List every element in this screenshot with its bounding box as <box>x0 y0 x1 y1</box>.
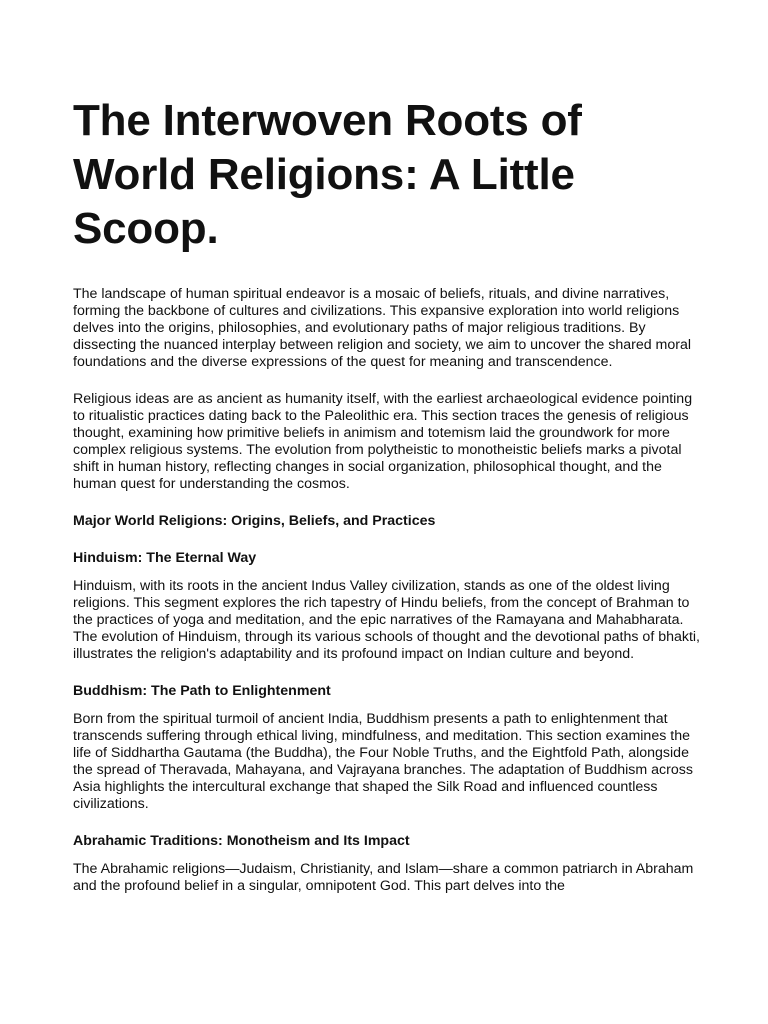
document-page <box>73 94 703 895</box>
section-heading-major-religions: Major World Religions: Origins, Beliefs, and Practices <box>73 513 436 529</box>
intro-paragraph: The landscape of human spiritual endeavor is a mosaic of beliefs, rituals, and divine narratives, forming the backbone of cultures and civilizations. This expansive exploration into world religions delves into the origins, philosophies, and evolutionary paths of major religious traditions. By dissecting the nuanced interplay between religion and society, we aim to uncover the shared moral foundations and the diverse expressions of the quest for meaning and transcendence. <box>73 286 692 370</box>
origins-paragraph: Religious ideas are as ancient as humanity itself, with the earliest archaeological evidence pointing to ritualistic practices dating back to the Paleolithic era. This section traces the genesis of religious thought, examining how primitive beliefs in animism and totemism laid the groundwork for more complex religious systems. The evolution from polytheistic to monotheistic beliefs marks a pivotal shift in human history, reflecting changes in social organization, philosophical thought, and the human quest for understanding the cosmos. <box>73 391 693 492</box>
abrahamic-paragraph: The Abrahamic religions—Judaism, Christianity, and Islam—share a common patriarch in Abraham and the profound belief in a singular, omnipotent God. This part delves into the <box>73 861 694 894</box>
abrahamic-heading: Abrahamic Traditions: Monotheism and Its Impact <box>73 833 410 849</box>
hinduism-paragraph: Hinduism, with its roots in the ancient Indus Valley civilization, stands as one of the oldest living religions. This segment explores the rich tapestry of Hindu beliefs, from the concept of Brahman to the practices of yoga and meditation, and the epic narratives of the Ramayana and Mahabharata. The evolution of Hinduism, through its various schools of thought and the devotional paths of bhakti, illustrates the religion's adaptability and its profound impact on Indian culture and beyond. <box>73 578 701 662</box>
buddhism-paragraph: Born from the spiritual turmoil of ancient India, Buddhism presents a path to enlightenment that transcends suffering through ethical living, mindfulness, and meditation. This section examines the life of Siddhartha Gautama (the Buddha), the Four Noble Truths, and the Eightfold Path, alongside the spread of Theravada, Mahayana, and Vajrayana branches. The adaptation of Buddhism across Asia highlights the intercultural exchange that shaped the Silk Road and influenced countless civilizations. <box>73 711 693 812</box>
document-title: The Interwoven Roots of World Religions: A Little Scoop. <box>73 96 582 253</box>
buddhism-heading: Buddhism: The Path to Enlightenment <box>73 683 331 699</box>
hinduism-heading: Hinduism: The Eternal Way <box>73 550 257 566</box>
